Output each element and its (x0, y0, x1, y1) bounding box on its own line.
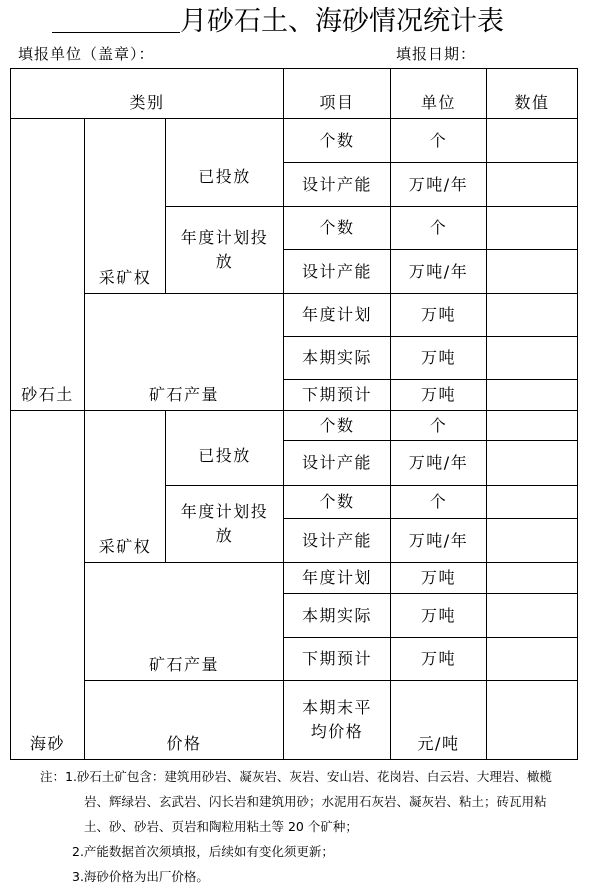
notes-section (40, 764, 568, 889)
item-cell: 本期实际 (283, 593, 391, 638)
item-cell: 设计产能 (283, 518, 391, 563)
month-blank-line (52, 32, 180, 33)
issued-label: 已投放 (165, 118, 284, 207)
item-cell: 设计产能 (283, 249, 391, 294)
item-cell: 本期实际 (283, 336, 391, 380)
note-1: 注：1.砂石土矿包含：建筑用砂岩、凝灰岩、灰岩、安山岩、花岗岩、白云岩、大理岩、橄榄岩、辉绿岩、玄武岩、闪长岩和建筑用砂；水泥用石灰岩、凝灰岩、粘土；砖瓦用粘土、砂、砂岩、页岩和陶粒用粘土等 20 个矿种； (40, 769, 552, 834)
unit-cell: 个 (390, 206, 487, 250)
value-input[interactable] (486, 562, 578, 594)
item-cell: 下期预计 (283, 379, 391, 411)
ore-output-label: 矿石产量 (84, 562, 284, 681)
item-cell: 个数 (283, 485, 391, 519)
mining-right-label: 采矿权 (84, 118, 166, 294)
unit-cell: 万吨 (390, 637, 487, 681)
unit-cell: 万吨 (390, 379, 487, 411)
item-cell: 个数 (283, 206, 391, 250)
value-input[interactable] (486, 206, 578, 250)
unit-cell: 万吨 (390, 336, 487, 380)
value-input[interactable] (486, 440, 578, 486)
ore-output-label: 矿石产量 (84, 293, 284, 411)
value-input[interactable] (486, 293, 578, 337)
filling-unit-label: 填报单位（盖章）： (18, 45, 155, 63)
filling-date-label: 填报日期： (396, 45, 477, 63)
header-value: 数值 (486, 68, 578, 119)
note-2: 2.产能数据首次须填报，后续如有变化须更新； (72, 844, 334, 859)
value-input[interactable] (486, 637, 578, 681)
unit-cell: 元/吨 (390, 680, 487, 760)
item-cell: 本期末平均价格 (283, 680, 391, 760)
issued-label: 已投放 (165, 410, 284, 486)
value-input[interactable] (486, 249, 578, 294)
header-category: 类别 (10, 68, 284, 119)
price-label: 价格 (84, 680, 284, 760)
item-cell: 下期预计 (283, 637, 391, 681)
form-title (0, 2, 592, 42)
unit-cell: 万吨 (390, 293, 487, 337)
value-input[interactable] (486, 379, 578, 411)
unit-cell: 个 (390, 485, 487, 519)
item-cell: 个数 (283, 410, 391, 441)
annual-plan-label: 年度计划投放 (165, 206, 284, 294)
annual-plan-label: 年度计划投放 (165, 485, 284, 563)
value-input[interactable] (486, 680, 578, 760)
value-input[interactable] (486, 118, 578, 163)
item-cell: 个数 (283, 118, 391, 163)
item-cell: 年度计划 (283, 562, 391, 594)
value-input[interactable] (486, 410, 578, 441)
header-unit: 单位 (390, 68, 487, 119)
section-sea-sand: 海砂 (10, 410, 85, 760)
unit-cell: 万吨/年 (390, 440, 487, 486)
title-text: 月砂石土、海砂情况统计表 (180, 6, 504, 37)
note-3: 3.海砂价格为出厂价格。 (72, 869, 209, 884)
header-item: 项目 (283, 68, 391, 119)
value-input[interactable] (486, 162, 578, 207)
value-input[interactable] (486, 518, 578, 563)
item-cell: 设计产能 (283, 162, 391, 207)
item-cell: 年度计划 (283, 293, 391, 337)
section-sand-stone-soil: 砂石土 (10, 118, 85, 411)
unit-cell: 万吨/年 (390, 249, 487, 294)
item-cell: 设计产能 (283, 440, 391, 486)
unit-cell: 个 (390, 410, 487, 441)
mining-right-label: 采矿权 (84, 410, 166, 563)
unit-cell: 个 (390, 118, 487, 163)
value-input[interactable] (486, 593, 578, 638)
unit-cell: 万吨 (390, 593, 487, 638)
unit-cell: 万吨/年 (390, 518, 487, 563)
value-input[interactable] (486, 336, 578, 380)
value-input[interactable] (486, 485, 578, 519)
unit-cell: 万吨 (390, 562, 487, 594)
unit-cell: 万吨/年 (390, 162, 487, 207)
